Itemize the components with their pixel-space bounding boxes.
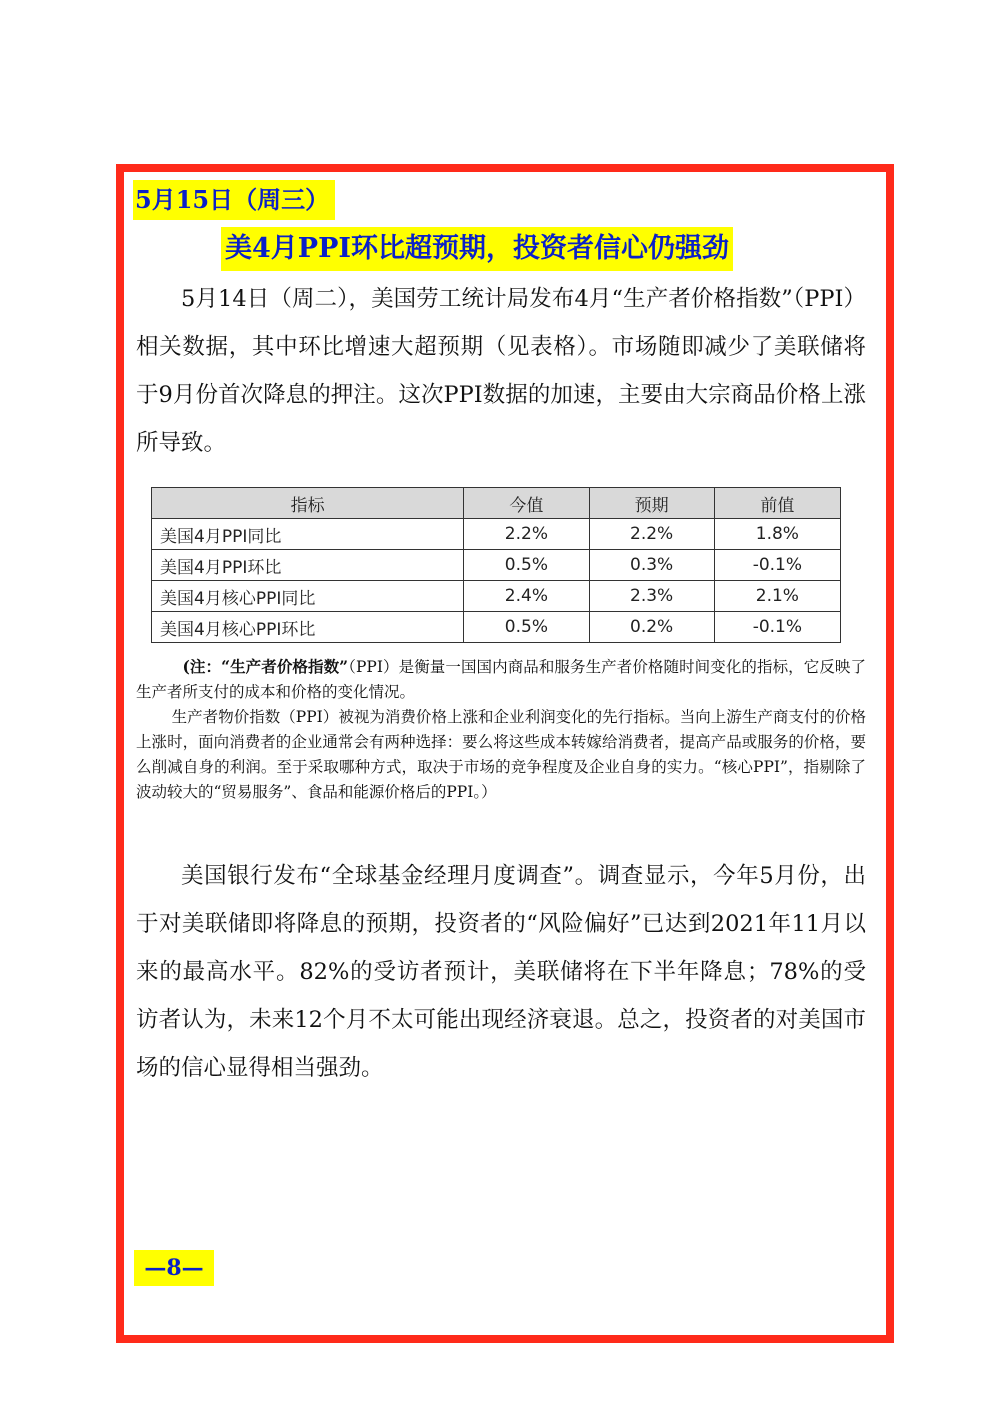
cell-expected: 2.2% (589, 519, 714, 550)
column-header-expected: 预期 (589, 488, 714, 519)
paragraph-ppi-release: 5月14日（周二），美国劳工统计局发布4月“生产者价格指数”（PPI）相关数据，其中环比增速大超预期（见表格）。市场随即减少了美联储将于9月份首次降息的押注。这次PPI数据的加速，主要由大宗商品价格上涨所导致。 (136, 286, 866, 456)
note-ppi-definition (136, 654, 866, 705)
cell-previous: 1.8% (714, 519, 840, 550)
date-label: 5月15日（周三） (133, 180, 335, 220)
note-term: “生产者价格指数” (221, 657, 349, 676)
paragraph-fund-manager-survey: 美国银行发布“全球基金经理月度调查”。调查显示，今年5月份，出于对美联储即将降息的预期，投资者的“风险偏好”已达到2021年11月以来的最高水平。82%的受访者预计，美联储将在下半年降息；78%的受访者认为，未来12个月不太可能出现经济衰退。总之，投资者的对美国市场的信心显得相当强劲。 (136, 863, 866, 1081)
cell-previous: -0.1% (714, 550, 840, 581)
cell-previous: -0.1% (714, 612, 840, 643)
cell-metric: 美国4月PPI同比 (152, 519, 464, 550)
cell-current: 2.2% (464, 519, 589, 550)
note-ppi-indicator: 生产者物价指数（PPI）被视为消费价格上涨和企业利润变化的先行指标。当向上游生产商支付的价格上涨时，面向消费者的企业通常会有两种选择：要么将这些成本转嫁给消费者，提高产品或服务的价格，要么削减自身的利润。至于采取哪种方式，取决于市场的竞争程度及企业自身的实力。“核心PPI”，指剔除了波动较大的“贸易服务”、食品和能源价格后的PPI。） (136, 708, 866, 801)
column-header-current: 今值 (464, 488, 589, 519)
cell-metric: 美国4月核心PPI环比 (152, 612, 464, 643)
note-prefix: (注： (182, 657, 222, 676)
cell-current: 0.5% (464, 612, 589, 643)
page-title: 美4月PPI环比超预期，投资者信心仍强劲 (221, 227, 733, 271)
table-header-row (152, 488, 841, 519)
cell-expected: 2.3% (589, 581, 714, 612)
note-definition-text: （PPI）是衡量一国国内商品和服务生产者价格随时间变化的指标，它反映了生产者所支付的成本和价格的变化情况。 (136, 658, 866, 701)
cell-previous: 2.1% (714, 581, 840, 612)
ppi-table (151, 487, 841, 643)
page-number: —8— (134, 1250, 214, 1286)
table-row (152, 519, 841, 550)
cell-expected: 0.2% (589, 612, 714, 643)
table-row (152, 581, 841, 612)
column-header-metric: 指标 (152, 488, 464, 519)
cell-metric: 美国4月PPI环比 (152, 550, 464, 581)
column-header-previous: 前值 (714, 488, 840, 519)
cell-current: 2.4% (464, 581, 589, 612)
table-row (152, 550, 841, 581)
cell-current: 0.5% (464, 550, 589, 581)
cell-expected: 0.3% (589, 550, 714, 581)
table-row (152, 612, 841, 643)
cell-metric: 美国4月核心PPI同比 (152, 581, 464, 612)
